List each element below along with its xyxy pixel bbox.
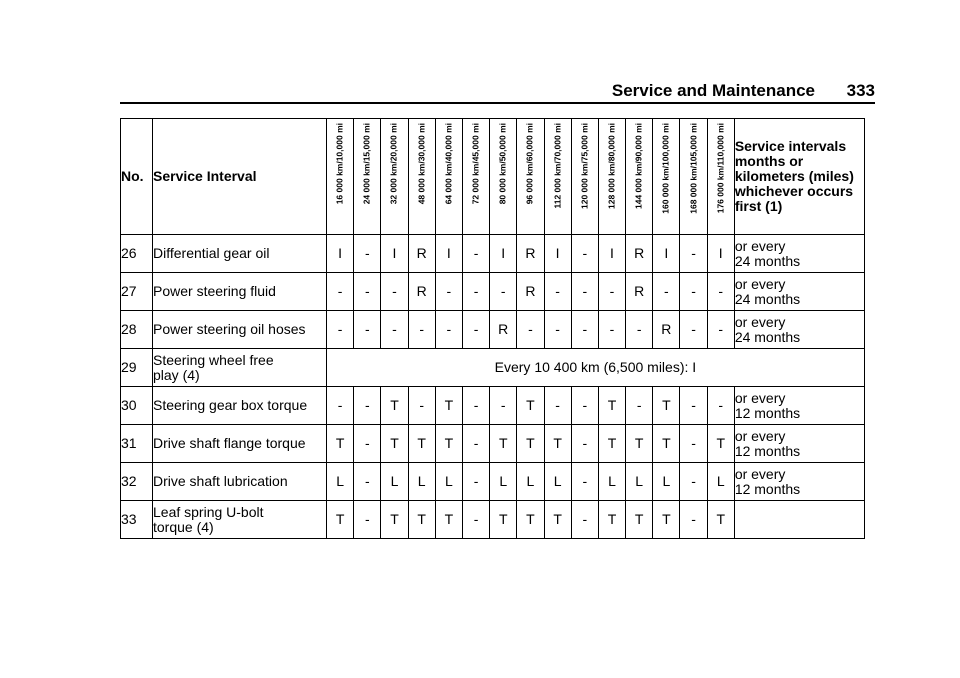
service-value: T [598,501,625,539]
service-value: - [544,311,571,349]
col-header-mileage [544,119,571,235]
service-value: T [517,501,544,539]
interval-note: or every 24 months [734,235,864,273]
row-number: 32 [121,463,153,501]
row-number: 29 [121,349,153,387]
service-value: - [435,311,462,349]
service-value: T [653,501,680,539]
service-value: - [354,387,381,425]
mileage-label: 16 000 km/10,000 mi [334,123,345,205]
col-header-mileage [408,119,435,235]
service-value: I [544,235,571,273]
service-value: T [435,387,462,425]
row-number: 28 [121,311,153,349]
service-value: - [680,387,707,425]
service-value: - [571,311,598,349]
table-row [121,273,865,311]
service-value: - [571,463,598,501]
service-value: L [626,463,653,501]
mileage-label: 48 000 km/30,000 mi [416,123,427,205]
service-value: R [626,273,653,311]
service-value: - [544,273,571,311]
service-value: T [381,387,408,425]
col-header-mileage [462,119,489,235]
service-value: - [517,311,544,349]
service-value: I [381,235,408,273]
service-value: L [707,463,734,501]
service-value: - [327,311,354,349]
service-value: R [408,273,435,311]
service-value: - [327,387,354,425]
col-header-mileage [653,119,680,235]
service-value: T [517,387,544,425]
service-name: Steering gear box torque [153,387,327,425]
service-value: R [626,235,653,273]
service-value: - [680,273,707,311]
service-value: T [626,501,653,539]
service-value: - [707,311,734,349]
service-value: - [435,273,462,311]
service-value: T [707,425,734,463]
service-value: R [517,273,544,311]
service-name: Drive shaft lubrication [153,463,327,501]
service-value: I [598,235,625,273]
mileage-label: 96 000 km/60,000 mi [524,123,535,205]
table-row [121,311,865,349]
service-name: Drive shaft flange torque [153,425,327,463]
service-value: - [626,387,653,425]
mileage-label: 168 000 km/105,000 mi [688,123,699,214]
col-header-mileage [626,119,653,235]
service-value: L [517,463,544,501]
service-value: T [517,425,544,463]
service-value: - [707,273,734,311]
service-value: R [653,311,680,349]
service-value: - [354,273,381,311]
service-value: - [462,387,489,425]
col-header-mileage [435,119,462,235]
service-value: - [462,311,489,349]
service-value: - [462,425,489,463]
service-value: - [707,387,734,425]
service-value: - [544,387,571,425]
service-value: L [327,463,354,501]
service-value: T [707,501,734,539]
service-value: T [626,425,653,463]
row-number: 26 [121,235,153,273]
service-value: - [571,387,598,425]
service-value: L [408,463,435,501]
service-value: T [381,425,408,463]
mileage-label: 176 000 km/110,000 mi [715,123,726,214]
service-value: - [626,311,653,349]
service-value: - [354,311,381,349]
page-header [120,80,875,104]
service-value: T [490,501,517,539]
service-name: Differential gear oil [153,235,327,273]
mileage-label: 120 000 km/75,000 mi [579,123,590,210]
service-name: Steering wheel free play (4) [153,349,327,387]
mileage-label: 32 000 km/20,000 mi [388,123,399,205]
mileage-label: 64 000 km/40,000 mi [443,123,454,205]
service-value: - [462,235,489,273]
interval-note: or every 12 months [734,463,864,501]
col-header-mileage [680,119,707,235]
service-value: L [544,463,571,501]
service-value: T [327,501,354,539]
col-header-interval: Service intervals months or kilometers (miles) whichever occurs first (1) [734,119,864,235]
interval-note: or every 24 months [734,273,864,311]
service-value: R [517,235,544,273]
interval-span: Every 10 400 km (6,500 miles): I [327,349,865,387]
service-value: - [462,463,489,501]
service-value: T [653,425,680,463]
service-value: - [327,273,354,311]
service-value: I [490,235,517,273]
service-value: - [381,311,408,349]
service-value: - [680,425,707,463]
mileage-label: 72 000 km/45,000 mi [470,123,481,205]
col-header-mileage [571,119,598,235]
service-value: - [408,311,435,349]
service-name: Power steering fluid [153,273,327,311]
service-value: I [653,235,680,273]
col-header-mileage [517,119,544,235]
service-value: T [381,501,408,539]
service-value: L [598,463,625,501]
service-value: - [354,501,381,539]
service-value: T [653,387,680,425]
mileage-label: 24 000 km/15,000 mi [361,123,372,205]
col-header-mileage [707,119,734,235]
service-value: - [354,425,381,463]
mileage-label: 144 000 km/90,000 mi [633,123,644,210]
service-value: - [680,501,707,539]
service-value: T [408,501,435,539]
row-number: 27 [121,273,153,311]
service-value: - [598,273,625,311]
service-value: - [354,463,381,501]
mileage-label: 80 000 km/50,000 mi [497,123,508,205]
col-header-mileage [327,119,354,235]
service-value: T [435,501,462,539]
row-number: 30 [121,387,153,425]
service-value: - [653,273,680,311]
col-header-service: Service Interval [153,119,327,235]
service-value: L [381,463,408,501]
service-value: - [571,425,598,463]
mileage-label: 128 000 km/80,000 mi [606,123,617,210]
interval-note: or every 12 months [734,387,864,425]
page-number: 333 [846,81,875,100]
mileage-label: 112 000 km/70,000 mi [552,123,563,209]
service-value: T [490,425,517,463]
service-value: - [680,235,707,273]
service-value: T [408,425,435,463]
service-value: L [653,463,680,501]
table-row [121,501,865,539]
service-value: - [462,501,489,539]
interval-note: or every 24 months [734,311,864,349]
service-value: - [462,273,489,311]
table-row [121,425,865,463]
mileage-label: 160 000 km/100,000 mi [660,123,671,214]
col-header-no: No. [121,119,153,235]
service-value: - [598,311,625,349]
interval-note: or every 12 months [734,425,864,463]
service-value: T [435,425,462,463]
service-value: - [381,273,408,311]
service-name: Leaf spring U-bolt torque (4) [153,501,327,539]
service-value: R [490,311,517,349]
service-value: - [490,273,517,311]
table-row [121,387,865,425]
service-value: T [598,425,625,463]
service-value: T [544,425,571,463]
service-table [120,118,865,539]
service-value: T [598,387,625,425]
service-value: - [571,235,598,273]
interval-note [734,501,864,539]
col-header-mileage [381,119,408,235]
table-row [121,235,865,273]
service-value: T [544,501,571,539]
service-value: L [435,463,462,501]
row-number: 33 [121,501,153,539]
table-row [121,463,865,501]
service-value: T [327,425,354,463]
col-header-mileage [490,119,517,235]
service-value: I [707,235,734,273]
table-row [121,349,865,387]
col-header-mileage [354,119,381,235]
service-value: I [327,235,354,273]
section-title: Service and Maintenance [611,81,815,100]
service-value: - [571,273,598,311]
service-value: - [408,387,435,425]
service-value: I [435,235,462,273]
row-number: 31 [121,425,153,463]
service-value: - [571,501,598,539]
service-value: R [408,235,435,273]
service-name: Power steering oil hoses [153,311,327,349]
table-header-row [121,119,865,235]
service-value: - [490,387,517,425]
service-value: - [680,311,707,349]
service-value: - [354,235,381,273]
col-header-mileage [598,119,625,235]
service-value: - [680,463,707,501]
service-value: L [490,463,517,501]
